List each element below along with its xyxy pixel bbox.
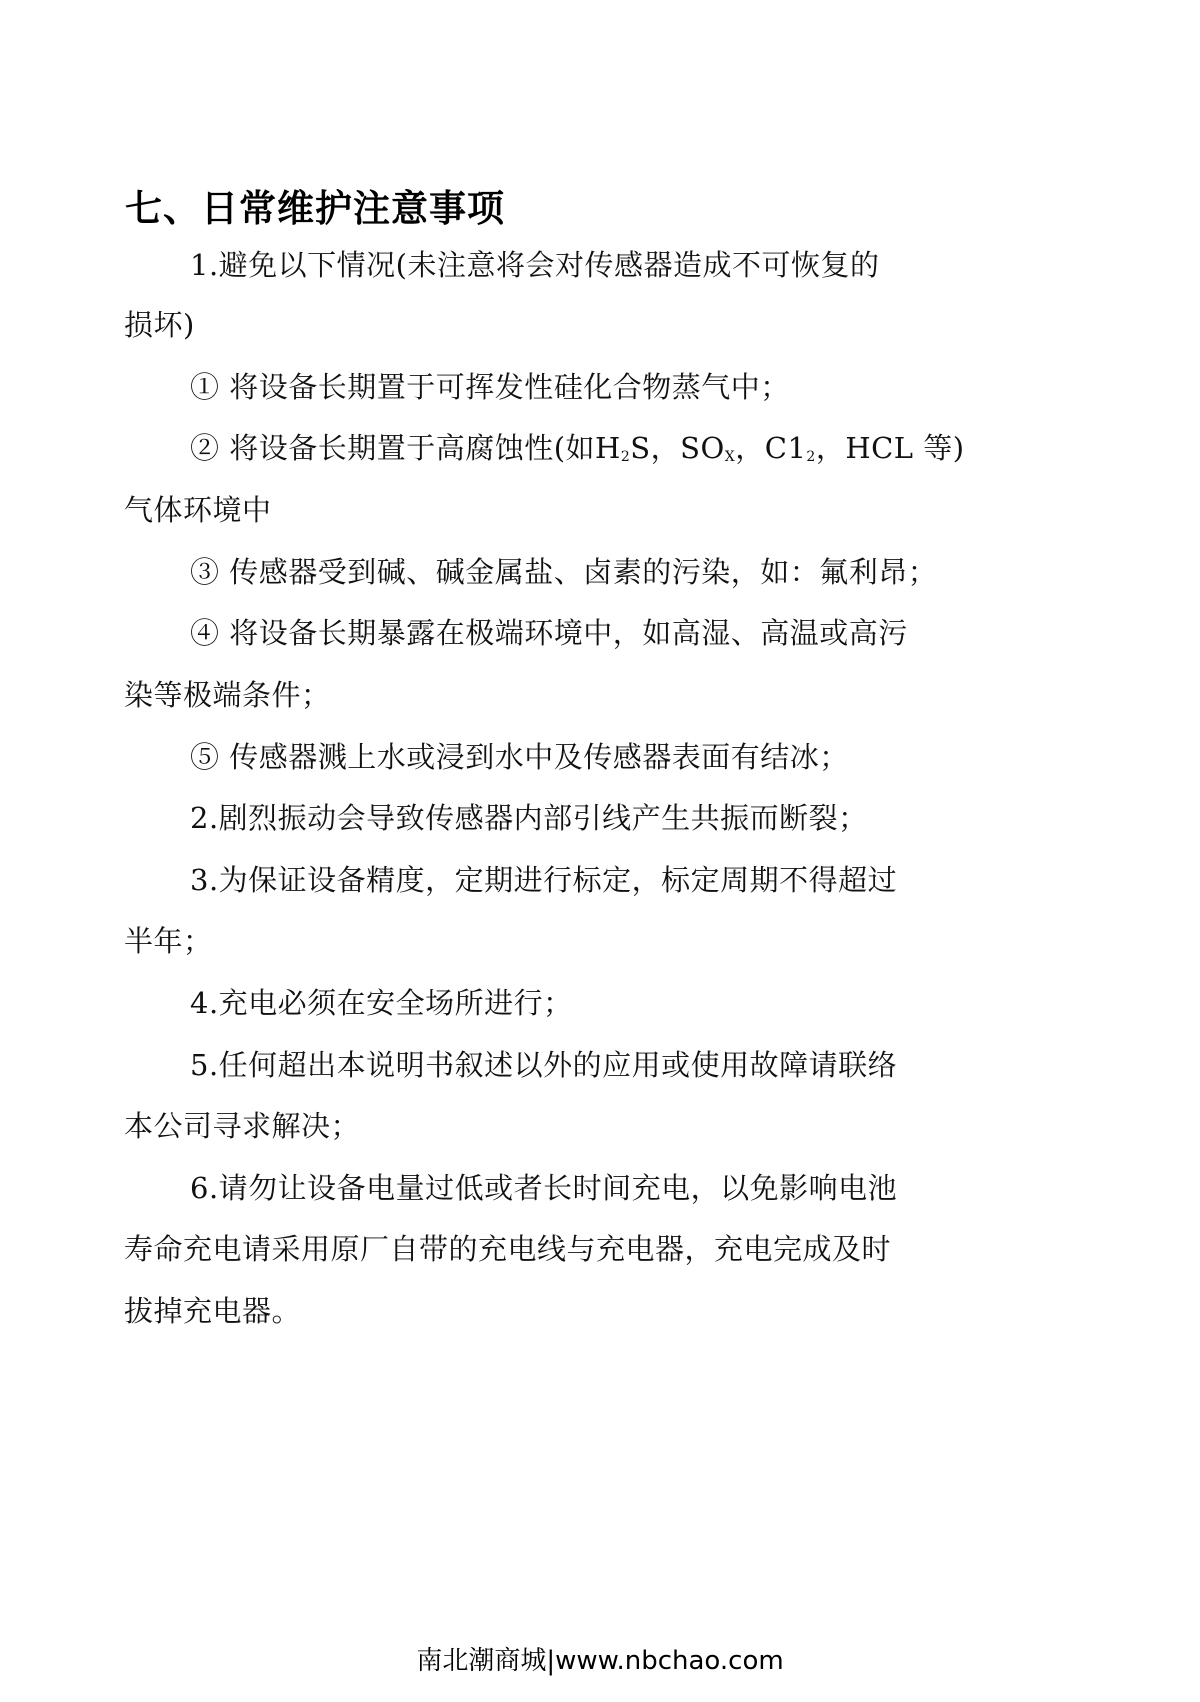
item-1-line-1: 1.避免以下情况(未注意将会对传感器造成不可恢复的 (190, 248, 880, 282)
item-5-line-2: 本公司寻求解决； (124, 1109, 361, 1143)
item-5-line-1: 5.任何超出本说明书叙述以外的应用或使用故障请联络 (190, 1048, 898, 1082)
formula-cl: ，C1 (735, 431, 807, 465)
formula-h: H (595, 431, 621, 465)
item-1-1: ① 将设备长期置于可挥发性硅化合物蒸气中； (190, 370, 790, 404)
item-1-4-line-1: ④ 将设备长期暴露在极端环境中，如高湿、高温或高污 (190, 616, 908, 650)
formula-so: S，SO (630, 431, 725, 465)
item-1-line-2: 损坏) (124, 308, 195, 342)
item-1-4-line-2: 染等极端条件； (124, 678, 331, 712)
item-1-2-text-a: ② 将设备长期置于高腐蚀性(如 (190, 431, 596, 465)
item-6-line-2: 寿命充电请采用原厂自带的充电线与充电器，充电完成及时 (124, 1232, 892, 1266)
section-title: 七、日常维护注意事项 (125, 187, 505, 230)
item-3-line-1: 3.为保证设备精度，定期进行标定，标定周期不得超过 (190, 863, 898, 897)
item-1-2-line-2: 气体环境中 (124, 493, 272, 527)
item-2: 2.剧烈振动会导致传感器内部引线产生共振而断裂； (190, 801, 868, 835)
item-6-line-3: 拔掉充电器。 (124, 1294, 302, 1328)
item-1-2-text-b: ，HCL 等) (815, 431, 965, 465)
formula-h-sub: 2 (620, 449, 631, 465)
item-4: 4.充电必须在安全场所进行； (190, 986, 573, 1020)
item-1-5: ⑤ 传感器溅上水或浸到水中及传感器表面有结冰； (190, 740, 849, 774)
item-6-line-1: 6.请勿让设备电量过低或者长时间充电，以免影响电池 (190, 1171, 898, 1205)
item-1-2-line-1 (190, 428, 965, 477)
item-1-3: ③ 传感器受到碱、碱金属盐、卤素的污染，如：氟利昂； (190, 555, 938, 589)
footer-watermark: 南北潮商城|www.nbchao.com (416, 1646, 784, 1676)
formula-so-sub: X (724, 449, 736, 465)
formula-cl-sub: 2 (806, 449, 816, 465)
item-3-line-2: 半年； (124, 924, 213, 958)
